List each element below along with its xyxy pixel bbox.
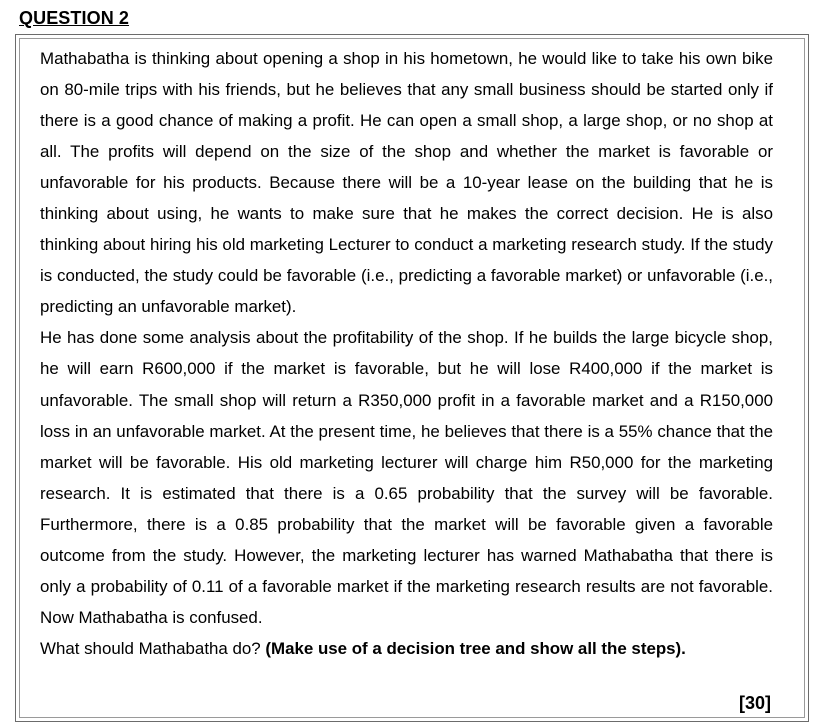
question-body xyxy=(40,43,773,664)
question-text: What should Mathabatha do? xyxy=(40,638,261,658)
question-heading: QUESTION 2 xyxy=(19,8,130,28)
scenario-paragraph: Mathabatha is thinking about opening a shop in his hometown, he would like to take his own bike on 80-mile trips with his friends, but he believes that any small business should be started only if there is a good chance of making a profit. He can open a small shop, a large shop, or no shop at all. The profits will depend on the size of the shop and whether the market is favorable or unfavorable for his products. Because there will be a 10-year lease on the building that he is thinking about using, he wants to make sure that he makes the correct decision. He is also thinking about hiring his old marketing Lecturer to conduct a marketing research study. If the study is conducted, the study could be favorable (i.e., predicting a favorable market) or unfavorable (i.e., predicting an unfavorable market). xyxy=(40,49,773,317)
question-line xyxy=(40,633,773,664)
analysis-paragraph: He has done some analysis about the profitability of the shop. If he builds the large bicycle shop, he will earn R600,000 if the market is favorable, but he will lose R400,000 if the market is unfavorable. The small shop will return a R350,000 profit in a favorable market and a R150,000 loss in an unfavorable market. At the present time, he believes that there is a 55% chance that the market will be favorable. His old marketing lecturer will charge him R50,000 for the marketing research. It is estimated that there is a 0.65 probability that the survey will be favorable. Furthermore, there is a 0.85 probability that the market will be favorable given a favorable outcome from the study. However, the marketing lecturer has warned Mathabatha that there is only a probability of 0.11 of a favorable market if the marketing research results are not favorable. Now Mathabatha is confused. xyxy=(40,328,773,627)
question-instruction: (Make use of a decision tree and show all the steps). xyxy=(265,638,686,658)
marks-label: [30] xyxy=(738,693,771,713)
